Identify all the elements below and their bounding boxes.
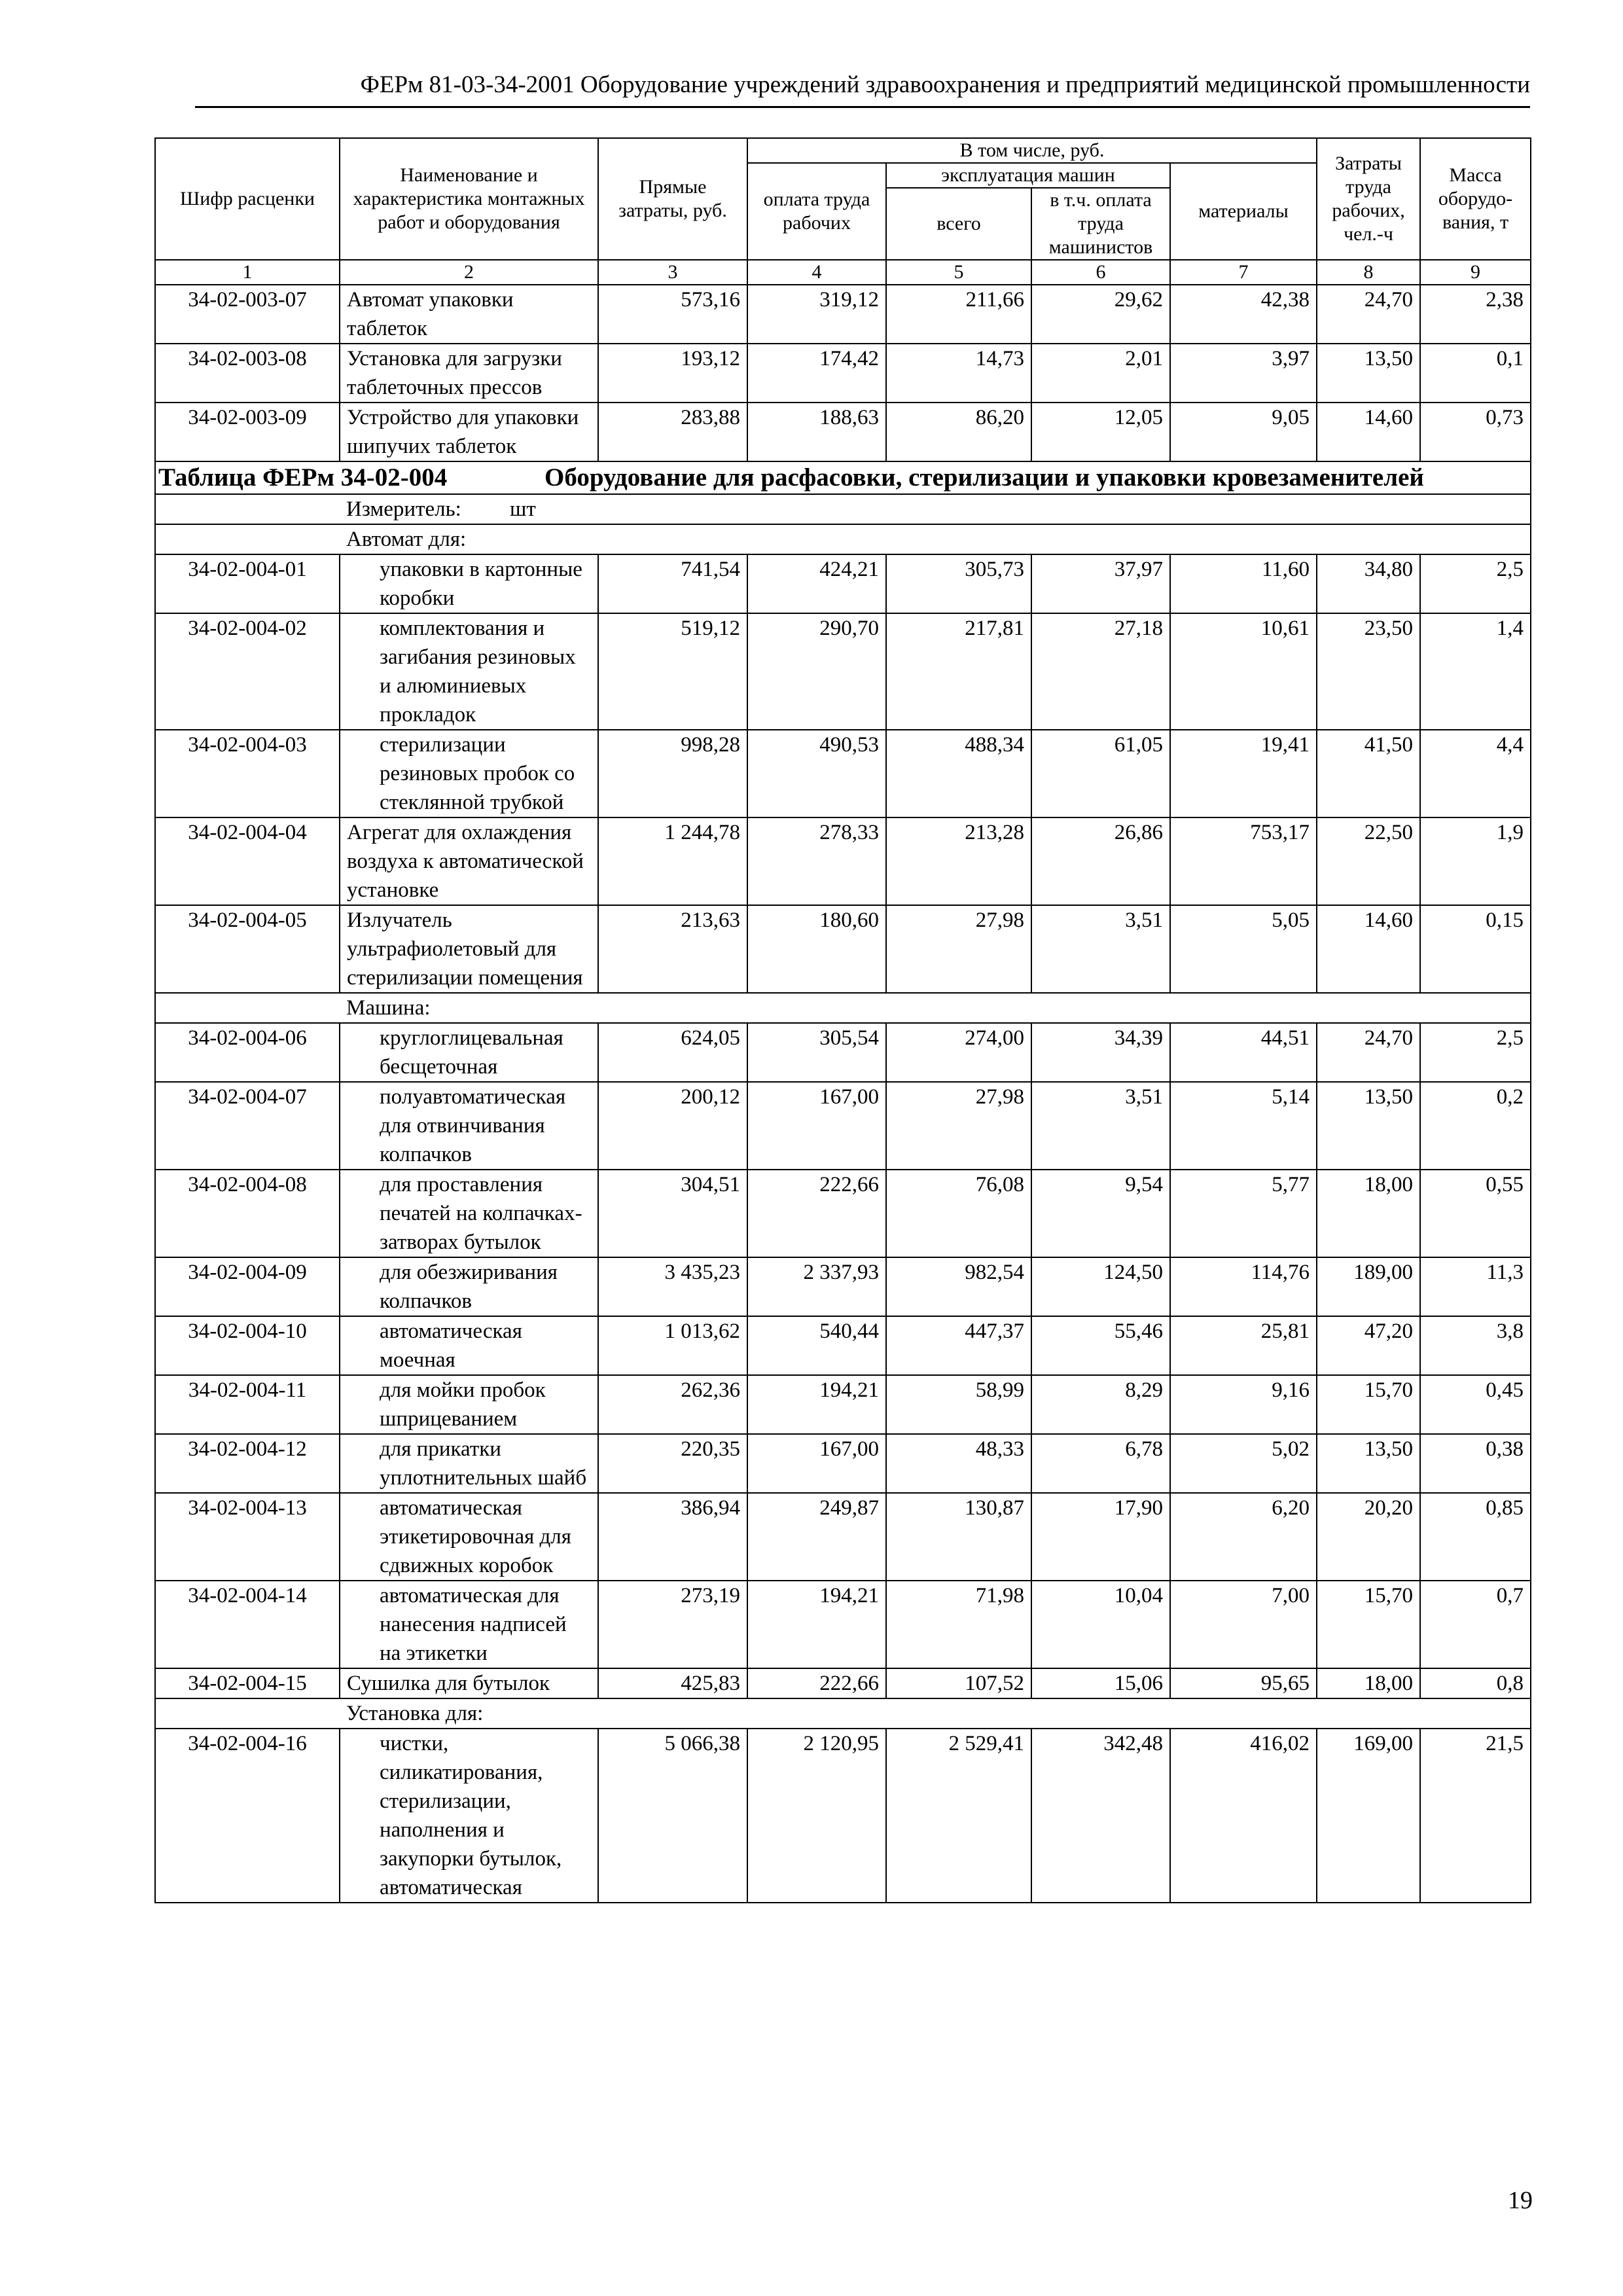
work-name: упаковки в картонные коробки	[340, 554, 598, 613]
machines-total: 217,81	[886, 613, 1031, 730]
rate-code: 34-02-004-03	[155, 730, 340, 817]
col-machines-header: эксплуатация машин	[886, 163, 1170, 188]
equipment-mass: 0,1	[1420, 344, 1531, 403]
operators-wages: 27,18	[1031, 613, 1170, 730]
work-name: Сушилка для бутылок	[340, 1668, 598, 1698]
group-heading: Машина:	[340, 993, 1531, 1023]
equipment-mass: 0,2	[1420, 1082, 1531, 1170]
materials-cost: 9,16	[1170, 1375, 1317, 1434]
labor-hours: 18,00	[1317, 1170, 1420, 1257]
direct-cost: 200,12	[598, 1082, 747, 1170]
materials-cost: 416,02	[1170, 1729, 1317, 1903]
work-name: круглоглицевальная бесщеточная	[340, 1023, 598, 1082]
work-name: Автомат упаковки таблеток	[340, 285, 598, 344]
machines-total: 982,54	[886, 1257, 1031, 1316]
group-heading: Автомат для:	[340, 524, 1531, 554]
work-name: полуавтоматическая для отвинчивания колпачков	[340, 1082, 598, 1170]
operators-wages: 12,05	[1031, 403, 1170, 461]
group-avtomat	[155, 524, 1531, 817]
machines-total: 107,52	[886, 1668, 1031, 1698]
equipment-mass: 0,7	[1420, 1581, 1531, 1668]
machines-total: 71,98	[886, 1581, 1031, 1668]
table-row	[155, 613, 1531, 730]
machines-total: 48,33	[886, 1434, 1031, 1493]
equipment-mass: 21,5	[1420, 1729, 1531, 1903]
workers-wages: 319,12	[747, 285, 886, 344]
group-mashina	[155, 993, 1531, 1668]
operators-wages: 37,97	[1031, 554, 1170, 613]
workers-wages: 194,21	[747, 1581, 886, 1668]
operators-wages: 10,04	[1031, 1581, 1170, 1668]
materials-cost: 7,00	[1170, 1581, 1317, 1668]
workers-wages: 290,70	[747, 613, 886, 730]
direct-cost: 213,63	[598, 905, 747, 993]
rate-code: 34-02-003-09	[155, 403, 340, 461]
direct-cost: 220,35	[598, 1434, 747, 1493]
labor-hours: 13,50	[1317, 1434, 1420, 1493]
labor-hours: 24,70	[1317, 285, 1420, 344]
rate-code: 34-02-003-07	[155, 285, 340, 344]
direct-cost: 573,16	[598, 285, 747, 344]
labor-hours: 189,00	[1317, 1257, 1420, 1316]
table-title-name: Оборудование для расфасовки, стерилизации и упаковки кровезаменителей	[544, 463, 1424, 492]
column-numbers-row	[155, 260, 1531, 285]
materials-cost: 753,17	[1170, 817, 1317, 905]
labor-hours: 13,50	[1317, 344, 1420, 403]
materials-cost: 5,02	[1170, 1434, 1317, 1493]
workers-wages: 222,66	[747, 1170, 886, 1257]
operators-wages: 6,78	[1031, 1434, 1170, 1493]
group-ustanovka	[155, 1698, 1531, 1903]
operators-wages: 26,86	[1031, 817, 1170, 905]
materials-cost: 6,20	[1170, 1493, 1317, 1581]
workers-wages: 424,21	[747, 554, 886, 613]
table-row	[155, 285, 1531, 344]
machines-total: 2 529,41	[886, 1729, 1031, 1903]
machines-total: 488,34	[886, 730, 1031, 817]
workers-wages: 249,87	[747, 1493, 886, 1581]
work-name: автоматическая моечная	[340, 1316, 598, 1375]
labor-hours: 13,50	[1317, 1082, 1420, 1170]
equipment-mass: 11,3	[1420, 1257, 1531, 1316]
labor-hours: 14,60	[1317, 403, 1420, 461]
header-rule	[195, 106, 1530, 108]
rate-code: 34-02-004-12	[155, 1434, 340, 1493]
equipment-mass: 0,55	[1420, 1170, 1531, 1257]
workers-wages: 167,00	[747, 1082, 886, 1170]
column-number: 1	[155, 260, 340, 285]
rows-top	[155, 285, 1531, 461]
col-mass-header: Масса оборудо-вания, т	[1420, 138, 1531, 260]
equipment-mass: 2,5	[1420, 1023, 1531, 1082]
rate-code: 34-02-004-13	[155, 1493, 340, 1581]
direct-cost: 386,94	[598, 1493, 747, 1581]
measure-label: Измеритель:	[346, 497, 461, 521]
table-row	[155, 1581, 1531, 1668]
column-number: 4	[747, 260, 886, 285]
direct-cost: 1 013,62	[598, 1316, 747, 1375]
machines-total: 211,66	[886, 285, 1031, 344]
labor-hours: 34,80	[1317, 554, 1420, 613]
workers-wages: 278,33	[747, 817, 886, 905]
group-heading-row	[155, 1698, 1531, 1729]
group-heading: Установка для:	[340, 1698, 1531, 1729]
column-number: 9	[1420, 260, 1531, 285]
table-row	[155, 1729, 1531, 1903]
rows-plain-1	[155, 817, 1531, 993]
work-name: Устройство для упаковки шипучих таблеток	[340, 403, 598, 461]
work-name: Агрегат для охлаждения воздуха к автоматической установке	[340, 817, 598, 905]
machines-total: 27,98	[886, 905, 1031, 993]
labor-hours: 15,70	[1317, 1581, 1420, 1668]
table-row	[155, 344, 1531, 403]
materials-cost: 5,77	[1170, 1170, 1317, 1257]
operators-wages: 55,46	[1031, 1316, 1170, 1375]
equipment-mass: 0,45	[1420, 1375, 1531, 1434]
work-name: для проставления печатей на колпачках-затворах бутылок	[340, 1170, 598, 1257]
direct-cost: 283,88	[598, 403, 747, 461]
group-heading-row	[155, 993, 1531, 1023]
equipment-mass: 0,8	[1420, 1668, 1531, 1698]
group-spacer	[155, 524, 340, 554]
col-including-header: В том числе, руб.	[747, 138, 1317, 163]
table-header	[155, 138, 1531, 285]
rate-code: 34-02-004-09	[155, 1257, 340, 1316]
col-operators-header: в т.ч. оплата труда машинистов	[1031, 188, 1170, 260]
operators-wages: 124,50	[1031, 1257, 1170, 1316]
group-spacer	[155, 993, 340, 1023]
direct-cost: 624,05	[598, 1023, 747, 1082]
rate-code: 34-02-004-01	[155, 554, 340, 613]
rate-code: 34-02-004-08	[155, 1170, 340, 1257]
column-number: 6	[1031, 260, 1170, 285]
rate-code: 34-02-004-15	[155, 1668, 340, 1698]
group-heading-row	[155, 524, 1531, 554]
measure-spacer	[155, 494, 340, 524]
workers-wages: 305,54	[747, 1023, 886, 1082]
table-row	[155, 1082, 1531, 1170]
operators-wages: 9,54	[1031, 1170, 1170, 1257]
table-row	[155, 403, 1531, 461]
machines-total: 305,73	[886, 554, 1031, 613]
work-name: стерилизации резиновых пробок со стеклянной трубкой	[340, 730, 598, 817]
rate-code: 34-02-004-11	[155, 1375, 340, 1434]
work-name: Излучатель ультрафиолетовый для стерилизации помещения	[340, 905, 598, 993]
direct-cost: 193,12	[598, 344, 747, 403]
col-direct-header: Прямые затраты, руб.	[598, 138, 747, 260]
rate-code: 34-02-004-02	[155, 613, 340, 730]
direct-cost: 5 066,38	[598, 1729, 747, 1903]
work-name: для обезжиривания колпачков	[340, 1257, 598, 1316]
machines-total: 447,37	[886, 1316, 1031, 1375]
table-title-block	[155, 461, 1531, 524]
operators-wages: 3,51	[1031, 905, 1170, 993]
direct-cost: 519,12	[598, 613, 747, 730]
page-number: 19	[1508, 2187, 1533, 2214]
work-name: Установка для загрузки таблеточных прессов	[340, 344, 598, 403]
machines-total: 86,20	[886, 403, 1031, 461]
column-number: 2	[340, 260, 598, 285]
workers-wages: 540,44	[747, 1316, 886, 1375]
col-labor-header: Затраты труда рабочих, чел.-ч	[1317, 138, 1420, 260]
direct-cost: 998,28	[598, 730, 747, 817]
labor-hours: 169,00	[1317, 1729, 1420, 1903]
labor-hours: 14,60	[1317, 905, 1420, 993]
direct-cost: 304,51	[598, 1170, 747, 1257]
workers-wages: 490,53	[747, 730, 886, 817]
work-name: для мойки пробок шприцеванием	[340, 1375, 598, 1434]
rate-code: 34-02-004-06	[155, 1023, 340, 1082]
col-materials-header: материалы	[1170, 163, 1317, 260]
work-name: чистки, силикатирования, стерилизации, наполнения и закупорки бутылок, автоматическая	[340, 1729, 598, 1903]
equipment-mass: 0,85	[1420, 1493, 1531, 1581]
materials-cost: 10,61	[1170, 613, 1317, 730]
operators-wages: 17,90	[1031, 1493, 1170, 1581]
work-name: для прикатки уплотнительных шайб	[340, 1434, 598, 1493]
column-number: 7	[1170, 260, 1317, 285]
rows-plain-2	[155, 1668, 1531, 1698]
machines-total: 27,98	[886, 1082, 1031, 1170]
rate-code: 34-02-004-10	[155, 1316, 340, 1375]
materials-cost: 11,60	[1170, 554, 1317, 613]
col-code-header: Шифр расценки	[155, 138, 340, 260]
machines-total: 76,08	[886, 1170, 1031, 1257]
materials-cost: 5,14	[1170, 1082, 1317, 1170]
operators-wages: 34,39	[1031, 1023, 1170, 1082]
col-name-header: Наименование и характеристика монтажных работ и оборудования	[340, 138, 598, 260]
machines-total: 213,28	[886, 817, 1031, 905]
labor-hours: 47,20	[1317, 1316, 1420, 1375]
workers-wages: 2 337,93	[747, 1257, 886, 1316]
group-spacer	[155, 1698, 340, 1729]
operators-wages: 15,06	[1031, 1668, 1170, 1698]
table-row	[155, 905, 1531, 993]
work-name: автоматическая для нанесения надписей на этикетки	[340, 1581, 598, 1668]
operators-wages: 342,48	[1031, 1729, 1170, 1903]
labor-hours: 23,50	[1317, 613, 1420, 730]
table-row	[155, 1434, 1531, 1493]
operators-wages: 3,51	[1031, 1082, 1170, 1170]
col-total-header: всего	[886, 188, 1031, 260]
rates-table	[154, 137, 1531, 1903]
machines-total: 14,73	[886, 344, 1031, 403]
direct-cost: 741,54	[598, 554, 747, 613]
work-name: автоматическая этикетировочная для сдвижных коробок	[340, 1493, 598, 1581]
equipment-mass: 0,15	[1420, 905, 1531, 993]
machines-total: 58,99	[886, 1375, 1031, 1434]
labor-hours: 15,70	[1317, 1375, 1420, 1434]
rate-code: 34-02-004-07	[155, 1082, 340, 1170]
workers-wages: 188,63	[747, 403, 886, 461]
work-name: комплектования и загибания резиновых и алюминиевых прокладок	[340, 613, 598, 730]
machines-total: 130,87	[886, 1493, 1031, 1581]
table-row	[155, 1668, 1531, 1698]
labor-hours: 22,50	[1317, 817, 1420, 905]
operators-wages: 8,29	[1031, 1375, 1170, 1434]
table-row	[155, 1257, 1531, 1316]
machines-total: 274,00	[886, 1023, 1031, 1082]
equipment-mass: 4,4	[1420, 730, 1531, 817]
materials-cost: 5,05	[1170, 905, 1317, 993]
equipment-mass: 2,38	[1420, 285, 1531, 344]
column-number: 3	[598, 260, 747, 285]
direct-cost: 1 244,78	[598, 817, 747, 905]
table-row	[155, 817, 1531, 905]
table-row	[155, 730, 1531, 817]
operators-wages: 61,05	[1031, 730, 1170, 817]
workers-wages: 180,60	[747, 905, 886, 993]
equipment-mass: 3,8	[1420, 1316, 1531, 1375]
labor-hours: 20,20	[1317, 1493, 1420, 1581]
table-title-label: Таблица ФЕРм 34-02-004	[158, 463, 448, 492]
operators-wages: 29,62	[1031, 285, 1170, 344]
workers-wages: 174,42	[747, 344, 886, 403]
rate-code: 34-02-003-08	[155, 344, 340, 403]
equipment-mass: 2,5	[1420, 554, 1531, 613]
table-row	[155, 1023, 1531, 1082]
materials-cost: 114,76	[1170, 1257, 1317, 1316]
column-number: 8	[1317, 260, 1420, 285]
table-row	[155, 1375, 1531, 1434]
workers-wages: 194,21	[747, 1375, 886, 1434]
equipment-mass: 0,73	[1420, 403, 1531, 461]
materials-cost: 44,51	[1170, 1023, 1317, 1082]
rate-code: 34-02-004-04	[155, 817, 340, 905]
table-row	[155, 1316, 1531, 1375]
operators-wages: 2,01	[1031, 344, 1170, 403]
direct-cost: 262,36	[598, 1375, 747, 1434]
labor-hours: 18,00	[1317, 1668, 1420, 1698]
materials-cost: 19,41	[1170, 730, 1317, 817]
col-wages-header: оплата труда рабочих	[747, 163, 886, 260]
equipment-mass: 0,38	[1420, 1434, 1531, 1493]
direct-cost: 273,19	[598, 1581, 747, 1668]
table-row	[155, 1493, 1531, 1581]
labor-hours: 24,70	[1317, 1023, 1420, 1082]
materials-cost: 42,38	[1170, 285, 1317, 344]
equipment-mass: 1,9	[1420, 817, 1531, 905]
table-row	[155, 1170, 1531, 1257]
equipment-mass: 1,4	[1420, 613, 1531, 730]
materials-cost: 25,81	[1170, 1316, 1317, 1375]
workers-wages: 2 120,95	[747, 1729, 886, 1903]
labor-hours: 41,50	[1317, 730, 1420, 817]
materials-cost: 95,65	[1170, 1668, 1317, 1698]
direct-cost: 3 435,23	[598, 1257, 747, 1316]
direct-cost: 425,83	[598, 1668, 747, 1698]
workers-wages: 167,00	[747, 1434, 886, 1493]
running-header: ФЕРм 81-03-34-2001 Оборудование учреждений здравоохранения и предприятий медицинской промышленности	[360, 71, 1530, 98]
rate-code: 34-02-004-14	[155, 1581, 340, 1668]
rate-code: 34-02-004-05	[155, 905, 340, 993]
table-row	[155, 554, 1531, 613]
materials-cost: 3,97	[1170, 344, 1317, 403]
materials-cost: 9,05	[1170, 403, 1317, 461]
rate-code: 34-02-004-16	[155, 1729, 340, 1903]
measure-unit: шт	[510, 497, 536, 521]
workers-wages: 222,66	[747, 1668, 886, 1698]
column-number: 5	[886, 260, 1031, 285]
